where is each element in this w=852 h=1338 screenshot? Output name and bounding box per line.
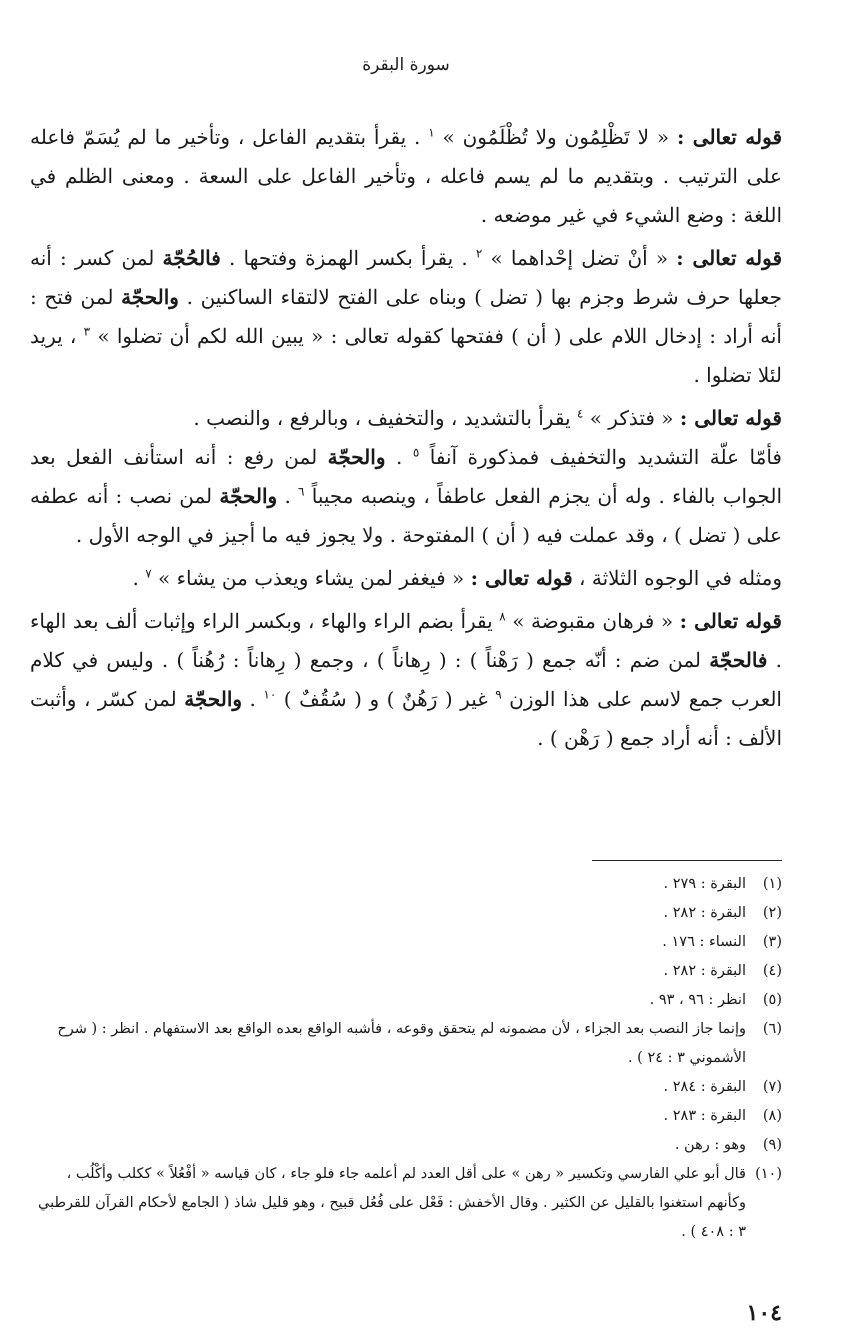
- footnote-item: [30, 1160, 782, 1247]
- paragraph-3: [30, 399, 782, 438]
- hujja-term: فالحجّة: [709, 648, 768, 672]
- footnote-text: النساء : ١٧٦ .: [662, 934, 746, 950]
- paragraph-text: فأمّا علّة التشديد والتخفيف فمذكورة آنفاً: [419, 445, 782, 469]
- footnote-ref[interactable]: ٥: [412, 445, 420, 460]
- paragraph-text: ، يريد لئلا تضلوا .: [30, 324, 782, 387]
- verse-quote: « فتذكر »: [583, 406, 680, 430]
- paragraph-text: لمن كسر : أنه جعلها حرف شرط وجزم بها ( تضل ) وبناه على الفتح لالتقاء الساكنين .: [30, 246, 783, 309]
- footnote-number: (٨): [762, 1108, 782, 1124]
- paragraph-text: . يقرأ بتقديم الفاعل ، وتأخير ما لم يُسَمّ فاعله على الترتيب . وبتقديم ما لم يسم فاعله ، وتأخير الفاعل على السعة . ومعنى الظلم في اللغة : وضع الشيء في غير موضعه .: [30, 125, 782, 227]
- hujja-term: فالحُجّة: [162, 246, 221, 270]
- paragraph-text: لمن ضم : أنّه جمع ( رَهْناً ) : ( رِهاناً ) ، وجمع ( رِهاناً : رُهُناً ) . وليس في كلام العرب جمع لاسم على هذا الوزن: [30, 648, 782, 711]
- paragraph-text: .: [242, 687, 264, 711]
- footnote-item: [30, 1015, 782, 1073]
- footnote-item: [30, 899, 782, 928]
- footnote-text: البقرة : ٢٨٢ .: [663, 905, 746, 921]
- footnote-text: البقرة : ٢٧٩ .: [663, 876, 746, 892]
- hujja-term: والحجّة: [121, 285, 179, 309]
- running-header: سورة البقرة: [362, 55, 450, 75]
- footnote-separator: [592, 860, 782, 861]
- paragraph-text: لمن رفع : أنه استأنف الفعل بعد الجواب بالفاء . وله أن يجزم الفعل عاطفاً ، وينصبه مجيباً: [30, 445, 782, 508]
- hujja-term: والحجّة: [219, 484, 278, 508]
- footnote-text: البقرة : ٢٨٣ .: [663, 1108, 746, 1124]
- paragraph-text: لمن كسّر ، وأثبت الألف : أنه أراد جمع ( رَهْن ) .: [30, 687, 782, 750]
- footnote-text: وإنما جاز النصب بعد الجزاء ، لأن مضمونه لم يتحقق وقوعه ، فأشبه الواقع بعده الواقع بعد الاستفهام . انظر : ( شرح الأشموني ٣ : ٢٤ ) .: [57, 1021, 746, 1066]
- paragraph-text: ومثله في الوجوه الثلاثة ،: [572, 566, 782, 590]
- page: [30, 0, 782, 1338]
- footnote-ref[interactable]: ١٠: [263, 687, 277, 702]
- footnote-ref[interactable]: ٧: [145, 566, 152, 581]
- footnote-item: [30, 986, 782, 1015]
- footnote-item: [30, 957, 782, 986]
- verse-quote: « فرهان مقبوضة »: [505, 609, 680, 633]
- paragraph-6: [30, 602, 782, 758]
- footnote-ref[interactable]: ٢: [475, 246, 483, 261]
- footnote-number: (١): [762, 876, 782, 892]
- footnote-ref[interactable]: ١: [428, 125, 435, 140]
- footnote-number: (٢): [762, 905, 782, 921]
- hujja-term: والحجّة: [184, 687, 243, 711]
- footnote-item: [30, 1131, 782, 1160]
- paragraph-text: يقرأ بالتشديد ، والتخفيف ، وبالرفع ، والنصب .: [193, 406, 577, 430]
- verse-quote: « لا تَظْلِمُون ولا تُظْلَمُون »: [434, 125, 677, 149]
- paragraph-text: لمن فتح : أنه أراد : إدخال اللام على ( أن ) ففتحها كقوله تعالى : « يبين الله لكم أن تضلوا »: [30, 285, 782, 348]
- paragraph-4: [30, 438, 782, 555]
- hujja-term: والحجّة: [327, 445, 386, 469]
- footnote-text: وهو : رهن .: [674, 1137, 746, 1153]
- footnote-number: (٣): [762, 934, 782, 950]
- verse-lead: قوله تعالى :: [679, 406, 782, 430]
- paragraph-text: .: [132, 566, 146, 590]
- verse-lead: قوله تعالى :: [470, 566, 573, 590]
- footnote-item: [30, 1102, 782, 1131]
- footnote-item: [30, 1073, 782, 1102]
- verse-lead: قوله تعالى :: [676, 246, 783, 270]
- paragraph-text: يقرأ بضم الراء والهاء ، وبكسر الراء وإثبات ألف بعد الهاء .: [30, 609, 782, 672]
- footnote-ref[interactable]: ٦: [298, 484, 305, 499]
- footnote-number: (٩): [762, 1137, 782, 1153]
- footnote-ref[interactable]: ٤: [576, 406, 584, 421]
- footnote-number: (٧): [762, 1079, 782, 1095]
- paragraph-text: لمن نصب : أنه عطفه على ( تضل ) ، وقد عملت فيه ( أن ) المفتوحة . ولا يجوز فيه ما أجيز في الوجه الأول .: [30, 484, 782, 547]
- paragraph-text: .: [385, 445, 413, 469]
- main-text: [30, 118, 782, 758]
- footnote-text: البقرة : ٢٨٢ .: [663, 963, 746, 979]
- paragraph-2: [30, 239, 782, 395]
- paragraph-5: [30, 559, 782, 598]
- footnote-item: [30, 928, 782, 957]
- verse-lead: قوله تعالى :: [679, 609, 782, 633]
- paragraph-text: .: [277, 484, 299, 508]
- paragraph-1: [30, 118, 782, 235]
- footnote-number: (٦): [762, 1021, 782, 1037]
- verse-lead: قوله تعالى :: [676, 125, 783, 149]
- footnote-item: [30, 870, 782, 899]
- footnote-text: انظر : ٩٦ ، ٩٣ .: [649, 992, 746, 1008]
- footnote-text: البقرة : ٢٨٤ .: [663, 1079, 746, 1095]
- footnote-number: (٥): [762, 992, 782, 1008]
- verse-quote: « فيغفر لمن يشاء ويعذب من يشاء »: [151, 566, 471, 590]
- paragraph-text: غير ( رَهُنٌ ) و ( سُقُفٌ ): [276, 687, 496, 711]
- verse-quote: « أنْ تضل إحْداهما »: [482, 246, 677, 270]
- footnote-ref[interactable]: ٩: [495, 687, 502, 702]
- page-number: ١٠٤: [746, 1300, 782, 1326]
- paragraph-text: . يقرأ بكسر الهمزة وفتحها .: [220, 246, 476, 270]
- footnote-number: (١٠): [755, 1166, 782, 1182]
- footnote-ref[interactable]: ٣: [83, 324, 91, 339]
- footnotes: [30, 870, 782, 1247]
- footnote-text: قال أبو علي الفارسي وتكسير « رهن » على أقل العدد لم أعلمه جاء فلو جاء ، كان قياسه « أفْعُلاً » ككلب وأكْلُب ، وكأنهم استغنوا بالقليل عن الكثير . وقال الأخفش : فَعْل على فُعُل قبيح ، وهو قليل شاذ ( الجامع لأحكام القرآن للقرطبي ٣ : ٤٠٨ ) .: [38, 1166, 746, 1240]
- footnote-ref[interactable]: ٨: [499, 609, 506, 624]
- footnote-number: (٤): [762, 963, 782, 979]
